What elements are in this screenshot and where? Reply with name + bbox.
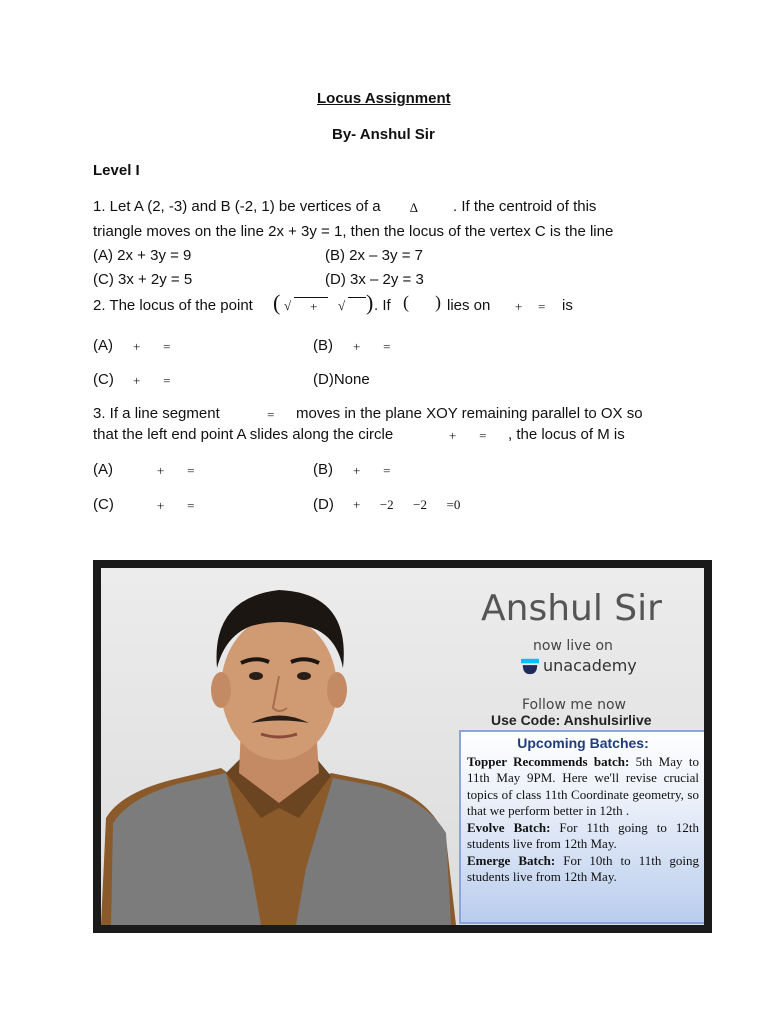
- q2-plus: +: [310, 299, 318, 314]
- q3-equals: =: [267, 407, 275, 422]
- q3-line2a: that the left end point A slides along the circle: [93, 426, 394, 443]
- topper-batch: [467, 754, 699, 820]
- document-author: By- Anshul Sir: [332, 126, 435, 143]
- unacademy-logo: [521, 656, 637, 675]
- banner-use-code: Use Code: Anshulsirlive: [491, 712, 652, 728]
- q2-plus-2: +: [515, 299, 523, 314]
- q1-option-a: (A) 2x + 3y = 9: [93, 247, 192, 264]
- promo-banner-inner: [101, 568, 704, 925]
- q1-option-b: (B) 2x – 3y = 7: [325, 247, 423, 264]
- q1-option-d: (D) 3x – 2y = 3: [325, 271, 424, 288]
- q2-option-b-math: + =: [353, 339, 391, 354]
- q2-text-d: is: [562, 297, 573, 314]
- level-heading: Level I: [93, 162, 140, 179]
- q3-line1a: 3. If a line segment: [93, 405, 220, 422]
- q2-option-d: (D)None: [313, 371, 370, 388]
- q3-option-b-label: (B): [313, 461, 333, 478]
- q3-circle-math: + =: [449, 428, 487, 443]
- q2-close-paren: ): [366, 290, 374, 315]
- document-title: Locus Assignment: [317, 90, 451, 107]
- q2-sqrt-bar-1: [294, 297, 328, 298]
- q3-option-c-label: (C): [93, 496, 114, 513]
- evolve-batch: [467, 820, 699, 853]
- instructor-photo: [101, 568, 461, 925]
- q2-text-a: 2. The locus of the point: [93, 297, 253, 314]
- q3-option-d-label: (D): [313, 496, 334, 513]
- q2-sqrt-2: √: [338, 298, 346, 313]
- q2-option-a-math: + =: [133, 339, 171, 354]
- q3-option-a-math: + =: [157, 463, 195, 478]
- q2-open-paren: (: [273, 290, 281, 315]
- q2-text-b: . If: [374, 297, 391, 314]
- q2-paren-close: ): [435, 292, 441, 312]
- q3-option-b-math: + =: [353, 463, 391, 478]
- evolve-batch-name: Evolve Batch:: [467, 819, 551, 835]
- q3-option-a-label: (A): [93, 461, 113, 478]
- q2-option-c-math: + =: [133, 373, 171, 388]
- evolve-batch-text: For 11th going to 12th students live from 12th May.: [467, 819, 699, 851]
- triangle-symbol: ∆: [410, 200, 418, 215]
- emerge-batch-text: For 10th to 11th going students live from 12th May.: [467, 852, 700, 884]
- emerge-batch: [467, 853, 699, 886]
- q2-equals: =: [538, 299, 546, 314]
- upcoming-batches-box: [459, 730, 704, 924]
- q2-paren-open: (: [403, 292, 409, 312]
- q2-option-c-label: (C): [93, 371, 114, 388]
- q2-sqrt-1: √: [284, 298, 292, 313]
- q3-option-d-math: + −2 −2 =0: [353, 497, 461, 512]
- banner-instructor-name: Anshul Sir: [481, 588, 662, 629]
- q3-line2b: , the locus of M is: [508, 426, 625, 443]
- q2-option-b-label: (B): [313, 337, 333, 354]
- batches-heading: Upcoming Batches:: [517, 735, 649, 751]
- unacademy-icon: [521, 657, 539, 675]
- unacademy-wordmark: unacademy: [543, 656, 637, 675]
- emerge-batch-name: Emerge Batch:: [467, 852, 556, 868]
- promo-banner: [93, 560, 712, 933]
- q3-line1b: moves in the plane XOY remaining parallel to OX so: [296, 405, 643, 422]
- q1-line1a: 1. Let A (2, -3) and B (-2, 1) be vertices of a: [93, 198, 381, 215]
- topper-batch-name: Topper Recommends batch:: [467, 753, 630, 769]
- q1-line1b: . If the centroid of this: [453, 198, 597, 215]
- q2-sqrt-bar-2: [348, 297, 366, 298]
- q2-text-c: lies on: [447, 297, 491, 314]
- q3-option-c-math: + =: [157, 498, 195, 513]
- q2-option-a-label: (A): [93, 337, 113, 354]
- q1-line2: triangle moves on the line 2x + 3y = 1, then the locus of the vertex C is the line: [93, 223, 614, 240]
- banner-now-live: now live on: [533, 638, 613, 654]
- topper-batch-text: 5th May to 11th May 9PM. Here we'll revise crucial topics of class 11th Coordinate geometry, so that we perform better in 12th .: [467, 753, 699, 818]
- q1-option-c: (C) 3x + 2y = 5: [93, 271, 193, 288]
- banner-follow: Follow me now: [522, 697, 626, 713]
